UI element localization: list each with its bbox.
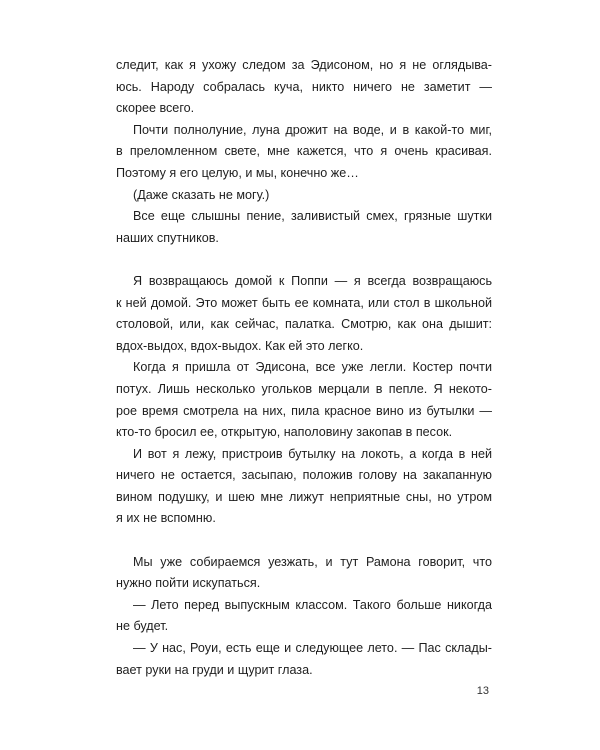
text-line: вином подушку, и шею мне лижут неприятные сны, но утром <box>116 489 492 504</box>
text-line: столовой, или, как сейчас, палатка. Смотрю, как она дышит: <box>116 317 492 332</box>
text-line: вдох-выдох, вдох-выдох. Как ей это легко. <box>116 338 364 353</box>
paragraph <box>116 595 492 638</box>
paragraph <box>116 444 492 530</box>
text-line: юсь. Народу собралась куча, никто ничего не заметит — <box>116 79 492 94</box>
page-number: 13 <box>476 685 489 697</box>
text-line: — У нас, Роуи, есть еще и следующее лето. — Пас склады- <box>133 641 492 656</box>
text-line: к ней домой. Это может быть ее комната, или стол в школьной <box>116 295 492 310</box>
text-line: наших спутников. <box>116 230 219 245</box>
text-line: рое время смотрела на них, пила красное вино из бутылки — <box>116 403 492 418</box>
paragraph <box>116 55 492 120</box>
body-text <box>116 55 492 681</box>
section-break <box>116 249 492 271</box>
paragraph <box>116 552 492 595</box>
text-line: ничего не остается, засыпаю, положив голову на закапанную <box>116 468 492 483</box>
text-line: скорее всего. <box>116 101 195 116</box>
text-line: следит, как я ухожу следом за Эдисоном, но я не оглядыва- <box>116 58 492 72</box>
text-line: Когда я пришла от Эдисона, все уже легли. Костер почти <box>133 360 492 375</box>
paragraph <box>116 120 492 185</box>
section-break <box>116 530 492 552</box>
paragraph <box>116 357 492 443</box>
text-line: (Даже сказать не могу.) <box>133 187 270 202</box>
text-line: я их не вспомню. <box>116 511 216 526</box>
text-line: — Лето перед выпускным классом. Такого больше никогда <box>133 597 492 612</box>
text-line: Все еще слышны пение, заливистый смех, грязные шутки <box>133 209 492 224</box>
text-line: кто-то бросил ее, открытую, наполовину закопав в песок. <box>116 425 453 440</box>
text-line: вает руки на груди и щурит глаза. <box>116 662 313 677</box>
text-line: потух. Лишь несколько угольков мерцали в пепле. Я некото- <box>116 381 492 396</box>
text-line: Мы уже собираемся уезжать, и тут Рамона говорит, что <box>133 554 492 569</box>
paragraph <box>116 271 492 357</box>
text-line: Поэтому я его целую, и мы, конечно же… <box>116 165 359 180</box>
text-line: Почти полнолуние, луна дрожит на воде, и в какой-то миг, <box>133 122 492 137</box>
text-line: нужно пойти искупаться. <box>116 576 261 591</box>
paragraph <box>116 206 492 249</box>
paragraph <box>116 638 492 681</box>
text-line: в преломленном свете, мне кажется, что я очень красивая. <box>116 144 492 159</box>
paragraph <box>116 185 492 207</box>
text-line: не будет. <box>116 619 169 634</box>
text-line: И вот я лежу, пристроив бутылку на локоть, а когда в ней <box>133 446 492 461</box>
text-line: Я возвращаюсь домой к Поппи — я всегда возвращаюсь <box>133 273 492 288</box>
